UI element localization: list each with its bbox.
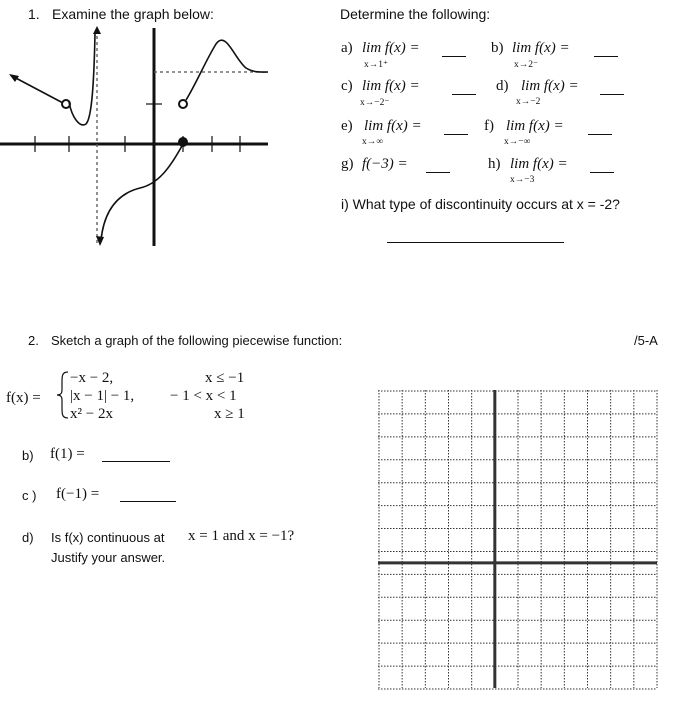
item-a-label: a) [341,40,353,56]
q2-b-blank[interactable] [102,461,170,462]
item-c-label: c) [341,78,353,94]
item-f-blank[interactable] [588,134,612,135]
q2-d-line1: Is f(x) continuous at [51,530,165,545]
item-c-sub: x→−2⁻ [360,98,390,108]
item-b-label: b) [491,40,504,56]
q1-determine: Determine the following: [340,6,491,22]
q2-marks: /5-A [634,333,658,348]
item-g-expr: f(−3) = [362,156,408,172]
item-d-expr: lim f(x) = [521,78,579,94]
item-e-expr: lim f(x) = [364,118,422,134]
q2-b-label: b) [22,448,34,463]
item-f-expr: lim f(x) = [506,118,564,134]
sketch-grid[interactable] [378,390,663,690]
item-b-blank[interactable] [594,56,618,57]
q1-prompt: Examine the graph below: [52,6,214,22]
item-f-label: f) [484,118,494,134]
q2-number: 2. [28,333,39,348]
fx-label: f(x) = [6,390,41,406]
item-h-expr: lim f(x) = [510,156,568,172]
item-i-question: i) What type of discontinuity occurs at x = -2? [341,196,620,212]
q2-prompt: Sketch a graph of the following piecewise function: [51,333,343,348]
item-e-sub: x→∞ [362,137,384,147]
item-e-blank[interactable] [444,134,468,135]
item-d-blank[interactable] [600,94,624,95]
item-c-expr: lim f(x) = [362,78,420,94]
q2-d-line1-math: x = 1 and x = −1? [188,528,295,544]
piece-3-cond: x ≥ 1 [214,406,245,422]
piece-1-expr: −x − 2, [70,370,114,386]
item-i-answer-line[interactable] [387,242,564,243]
item-a-sub: x→1⁺ [364,60,389,70]
piece-2-expr: |x − 1| − 1, [70,388,135,404]
item-a-blank[interactable] [442,56,466,57]
item-h-blank[interactable] [590,172,614,173]
item-d-sub: x→−2 [516,97,541,107]
q2-d-label: d) [22,530,34,545]
item-b-expr: lim f(x) = [512,40,570,56]
piece-3-expr: x² − 2x [70,406,113,422]
piece-1-cond: x ≤ −1 [205,370,245,386]
item-h-sub: x→−3 [510,175,535,185]
q2-c-expr: f(−1) = [56,486,100,502]
q2-b-expr: f(1) = [50,446,85,462]
q2-c-label: c ) [22,488,37,503]
item-h-label: h) [488,156,501,172]
item-a-expr: lim f(x) = [362,40,420,56]
item-c-blank[interactable] [452,94,476,95]
item-g-blank[interactable] [426,172,450,173]
item-d-label: d) [496,78,509,94]
q1-number: 1. [28,6,40,22]
item-f-sub: x→−∞ [504,137,531,147]
item-g-label: g) [341,156,354,172]
item-e-label: e) [341,118,353,134]
q2-c-blank[interactable] [120,501,176,502]
q2-d-line2: Justify your answer. [51,550,166,565]
item-b-sub: x→2⁻ [514,60,539,70]
piece-2-cond: − 1 < x < 1 [170,388,237,404]
